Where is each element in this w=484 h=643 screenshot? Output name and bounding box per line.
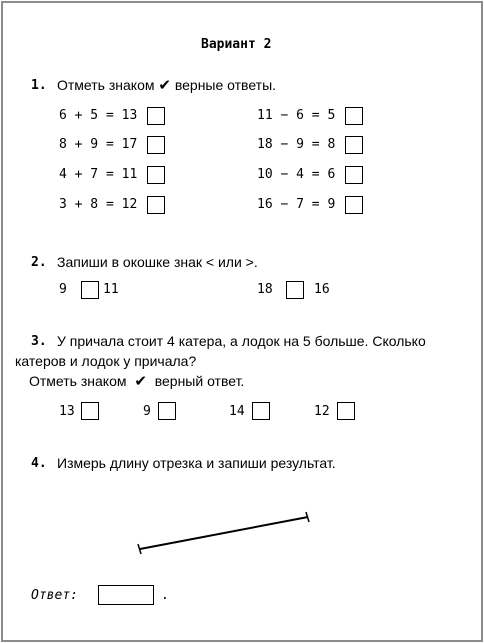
measure-segment xyxy=(3,3,481,640)
task1-left-item-4: 3 + 8 = 12 xyxy=(59,197,138,212)
task3-option-2: 9 xyxy=(143,404,151,419)
task3-text-line1: У причала стоит 4 катера, а лодок на 5 больше. Сколько xyxy=(57,333,426,349)
task4-instruction: Измерь длину отрезка и запиши результат. xyxy=(57,455,336,471)
task2-pair1-right: 11 xyxy=(103,282,119,297)
task1-text-after: верные ответы. xyxy=(174,77,277,93)
check-mark-icon: ✔ xyxy=(158,76,171,94)
worksheet-title: Вариант 2 xyxy=(201,37,272,52)
task3-number: 3. xyxy=(31,334,47,349)
answer-input-box[interactable] xyxy=(98,585,154,605)
answer-label: Ответ: xyxy=(31,588,78,603)
task2-number: 2. xyxy=(31,255,47,270)
worksheet-page xyxy=(1,1,483,642)
task2-pair1-left: 9 xyxy=(59,282,67,297)
task1-right-item-1: 11 − 6 = 5 xyxy=(257,108,336,123)
task1-left-item-2: 8 + 9 = 17 xyxy=(59,137,138,152)
task1-left-item-1: 6 + 5 = 13 xyxy=(59,108,138,123)
task3-option-4: 12 xyxy=(314,404,330,419)
task2-instruction: Запиши в окошке знак < или >. xyxy=(57,254,258,270)
task3-option-3: 14 xyxy=(229,404,245,419)
task3-instr-after: верный ответ. xyxy=(154,373,245,389)
task4-number: 4. xyxy=(31,456,47,471)
task1-right-item-4: 16 − 7 = 9 xyxy=(257,197,336,212)
check-mark-icon: ✔ xyxy=(134,372,147,390)
answer-period: . xyxy=(161,588,169,603)
task2-pair2-left: 18 xyxy=(257,282,273,297)
task1-right-item-2: 18 − 9 = 8 xyxy=(257,137,336,152)
task3-instr-before: Отметь знаком xyxy=(29,373,127,389)
task1-right-item-3: 10 − 4 = 6 xyxy=(257,167,336,182)
task1-left-item-3: 4 + 7 = 11 xyxy=(59,167,138,182)
task1-number: 1. xyxy=(31,78,47,93)
task1-text-before: Отметь знаком xyxy=(57,77,155,93)
task3-text-line2: катеров и лодок у причала? xyxy=(15,353,197,369)
task3-option-1: 13 xyxy=(59,404,75,419)
task2-pair2-right: 16 xyxy=(314,282,330,297)
